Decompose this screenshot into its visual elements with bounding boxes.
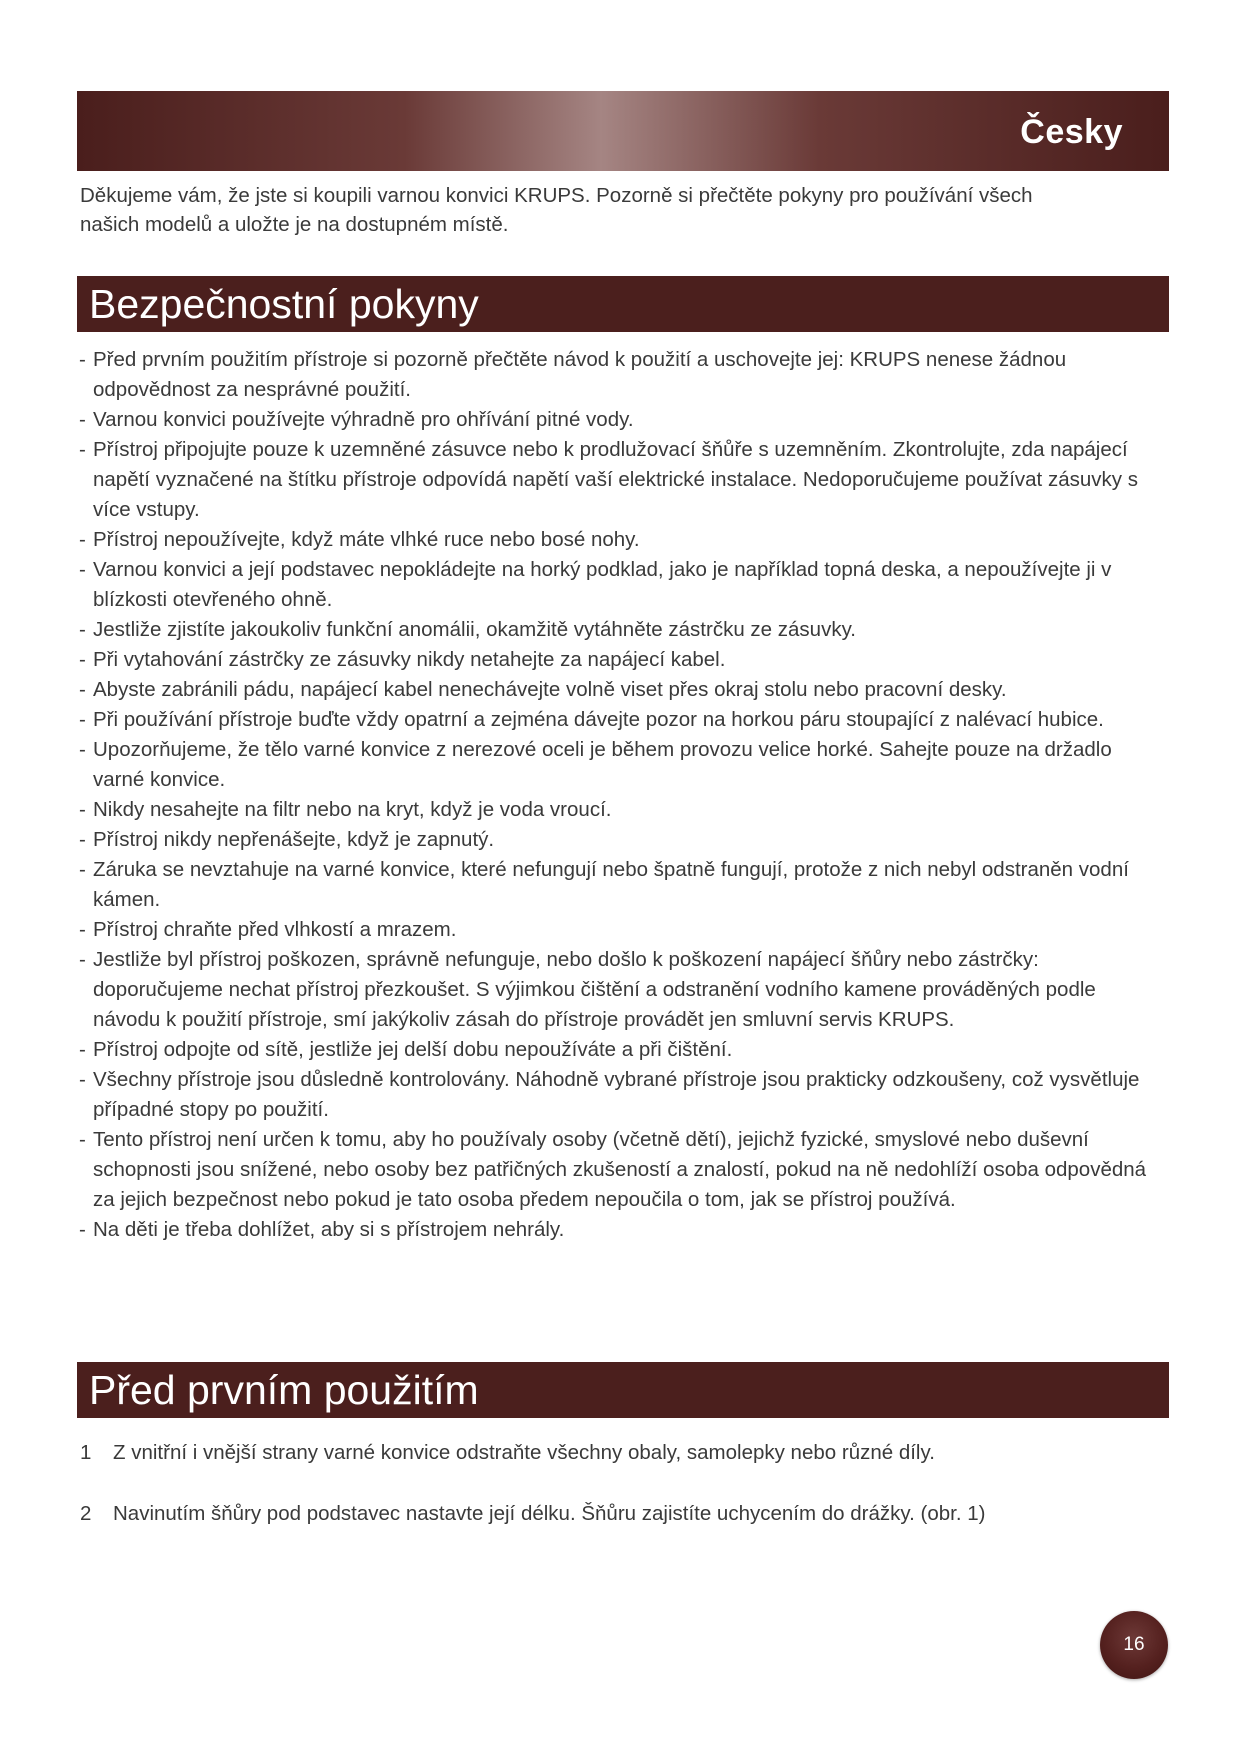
bullet-dash: - xyxy=(79,1038,86,1061)
bullet-dash: - xyxy=(79,1128,86,1151)
safety-item-text: Přístroj připojujte pouze k uzemněné zásuvce nebo k prodlužovací šňůře s uzemněním. Zkontrolujte, zda napájecí napětí vyznačené na štítku přístroje odpovídá napětí vaší elektrické instalace. Nedoporučujeme používat zásuvky s více vstupy. xyxy=(93,438,1138,521)
bullet-dash: - xyxy=(79,438,86,461)
bullet-dash: - xyxy=(79,708,86,731)
first-use-steps xyxy=(80,1438,1160,1560)
safety-item-text: Upozorňujeme, že tělo varné konvice z nerezové oceli je během provozu velice horké. Sahejte pouze na držadlo varné konvice. xyxy=(93,738,1112,791)
safety-item xyxy=(78,1215,1158,1245)
bullet-dash: - xyxy=(79,1068,86,1091)
safety-item-text: Před prvním použitím přístroje si pozorně přečtěte návod k použití a uschovejte jej: KRUPS nenese žádnou odpovědnost za nesprávné použití. xyxy=(93,348,1067,401)
safety-item xyxy=(78,675,1158,705)
safety-item xyxy=(78,945,1158,1035)
bullet-dash: - xyxy=(79,618,86,641)
step-item xyxy=(80,1438,1160,1468)
bullet-dash: - xyxy=(79,348,86,371)
safety-item-text: Abyste zabránili pádu, napájecí kabel nenechávejte volně viset přes okraj stolu nebo pracovní desky. xyxy=(93,678,1007,701)
bullet-dash: - xyxy=(79,948,86,971)
safety-item-text: Jestliže zjistíte jakoukoliv funkční anomálii, okamžitě vytáhněte zástrčku ze zásuvky. xyxy=(93,618,856,641)
bullet-dash: - xyxy=(79,408,86,431)
bullet-dash: - xyxy=(79,528,86,551)
language-label: Česky xyxy=(1020,113,1123,151)
safety-item xyxy=(78,915,1158,945)
safety-item xyxy=(78,525,1158,555)
intro-paragraph: Děkujeme vám, že jste si koupili varnou konvici KRUPS. Pozorně si přečtěte pokyny pro používání všech našich modelů a uložte je na dostupném místě. xyxy=(80,184,1033,236)
safety-item-text: Varnou konvici používejte výhradně pro ohřívání pitné vody. xyxy=(93,408,634,431)
bullet-dash: - xyxy=(79,558,86,581)
safety-item xyxy=(78,825,1158,855)
safety-item xyxy=(78,705,1158,735)
safety-section-header xyxy=(77,276,1169,332)
safety-item-text: Přístroj nikdy nepřenášejte, když je zapnutý. xyxy=(93,828,495,851)
safety-item-text: Tento přístroj není určen k tomu, aby ho používaly osoby (včetně dětí), jejichž fyzické, smyslové nebo duševní schopnosti jsou snížené, nebo osoby bez patřičných zkušeností a znalostí, pokud na ně nedohlíží osoba odpovědná za jejich bezpečnost nebo pokud je tato osoba předem nepoučila o tom, jak se přístroj používá. xyxy=(93,1128,1147,1211)
safety-item-text: Přístroj chraňte před vlhkostí a mrazem. xyxy=(93,918,457,941)
step-text: Navinutím šňůry pod podstavec nastavte její délku. Šňůru zajistíte uchycením do drážky. (obr. 1) xyxy=(113,1502,986,1525)
step-number: 2 xyxy=(80,1502,92,1525)
bullet-dash: - xyxy=(79,648,86,671)
safety-item xyxy=(78,435,1158,525)
safety-item xyxy=(78,345,1158,405)
first-use-section-header xyxy=(77,1362,1169,1418)
safety-item-text: Přístroj odpojte od sítě, jestliže jej delší dobu nepoužíváte a při čištění. xyxy=(93,1038,733,1061)
step-text: Z vnitřní i vnější strany varné konvice odstraňte všechny obaly, samolepky nebo různé díly. xyxy=(113,1441,935,1464)
safety-item-text: Varnou konvici a její podstavec nepokládejte na horký podklad, jako je například topná deska, a nepoužívejte ji v blízkosti otevřeného ohně. xyxy=(93,558,1112,611)
safety-section-title: Bezpečnostní pokyny xyxy=(89,281,479,327)
safety-item-text: Všechny přístroje jsou důsledně kontrolovány. Náhodně vybrané přístroje jsou prakticky odzkoušeny, což vysvětluje případné stopy po použití. xyxy=(93,1068,1140,1121)
safety-item xyxy=(78,1065,1158,1125)
safety-item xyxy=(78,645,1158,675)
safety-item-text: Při vytahování zástrčky ze zásuvky nikdy netahejte za napájecí kabel. xyxy=(93,648,726,671)
safety-item-text: Přístroj nepoužívejte, když máte vlhké ruce nebo bosé nohy. xyxy=(93,528,640,551)
safety-item xyxy=(78,405,1158,435)
step-item xyxy=(80,1499,1160,1529)
bullet-dash: - xyxy=(79,858,86,881)
safety-item-text: Na děti je třeba dohlížet, aby si s přístrojem nehrály. xyxy=(93,1218,565,1241)
page-number-badge: 16 xyxy=(1100,1611,1168,1679)
bullet-dash: - xyxy=(79,798,86,821)
bullet-dash: - xyxy=(79,828,86,851)
bullet-dash: - xyxy=(79,678,86,701)
bullet-dash: - xyxy=(79,738,86,761)
bullet-dash: - xyxy=(79,1218,86,1241)
safety-item xyxy=(78,1125,1158,1215)
safety-item-text: Jestliže byl přístroj poškozen, správně nefunguje, nebo došlo k poškození napájecí šňůry nebo zástrčky: doporučujeme nechat přístroj přezkoušet. S výjimkou čištění a odstranění vodního kamene prováděných podle návodu k použití přístroje, smí jakýkoliv zásah do přístroje provádět jen smluvní servis KRUPS. xyxy=(93,948,1096,1031)
first-use-section-title: Před prvním použitím xyxy=(89,1367,479,1413)
safety-item-text: Záruka se nevztahuje na varné konvice, které nefungují nebo špatně fungují, protože z nich nebyl odstraněn vodní kámen. xyxy=(93,858,1129,911)
safety-list xyxy=(78,345,1158,1245)
safety-item-text: Nikdy nesahejte na filtr nebo na kryt, když je voda vroucí. xyxy=(93,798,612,821)
safety-item xyxy=(78,735,1158,795)
bullet-dash: - xyxy=(79,918,86,941)
safety-item xyxy=(78,615,1158,645)
step-number: 1 xyxy=(80,1441,92,1464)
safety-item-text: Při používání přístroje buďte vždy opatrní a zejména dávejte pozor na horkou páru stoupající z nalévací hubice. xyxy=(93,708,1104,731)
safety-item xyxy=(78,855,1158,915)
safety-item xyxy=(78,1035,1158,1065)
safety-item xyxy=(78,555,1158,615)
language-banner xyxy=(77,91,1169,171)
safety-item xyxy=(78,795,1158,825)
